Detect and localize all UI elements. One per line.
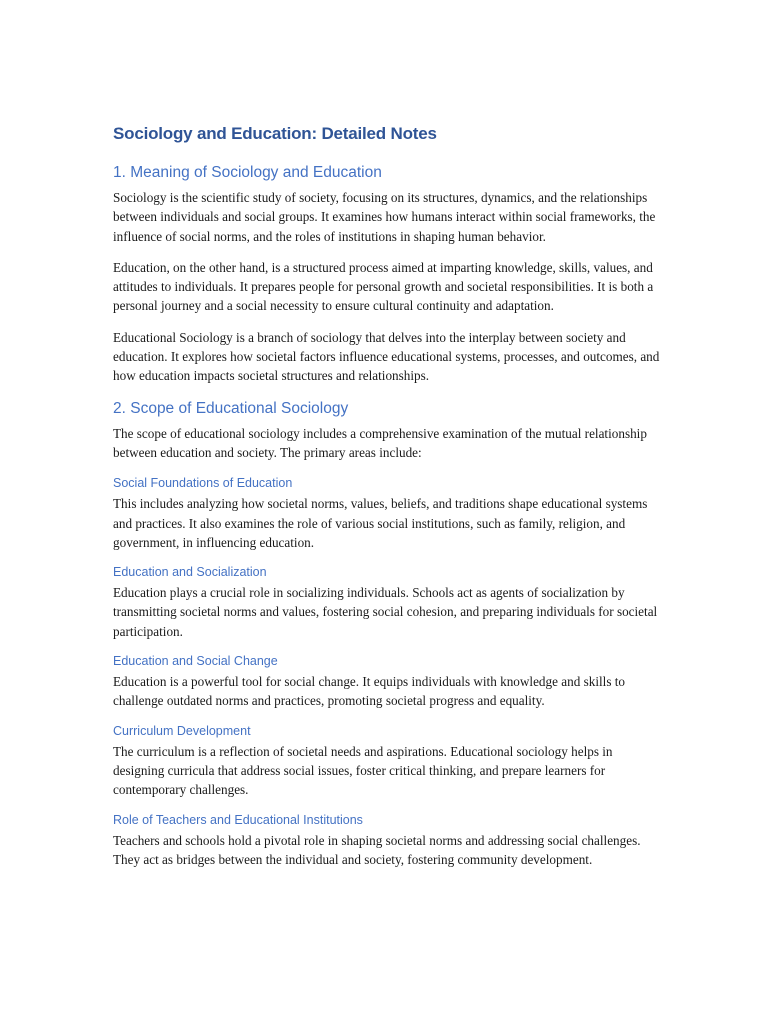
paragraph-teachers-institutions: Teachers and schools hold a pivotal role in shaping societal norms and addressing social challenges. They act as bridges between the individual and society, fostering community development. (113, 832, 641, 867)
paragraph-social-foundations: This includes analyzing how societal norms, values, beliefs, and traditions shape educational systems and practices. It also examines the role of various social institutions, such as family, religion, and government, in influencing education. (113, 496, 648, 550)
paragraph-socialization: Education plays a crucial role in socializing individuals. Schools act as agents of socialization by transmitting societal norms and values, fostering social cohesion, and preparing individuals for societal participation. (113, 585, 658, 639)
subheading-social-change: Education and Social Change (113, 654, 278, 669)
document-title: Sociology and Education: Detailed Notes (113, 124, 437, 143)
paragraph-curriculum-development: The curriculum is a reflection of societal needs and aspirations. Educational sociology helps in designing curricula that address social issues, foster critical thinking, and prepare learners for contemporary challenges. (113, 743, 613, 798)
subheading-socialization: Education and Socialization (113, 565, 267, 580)
paragraph-sociology-definition: Sociology is the scientific study of society, focusing on its structures, dynamics, and the relationships between individuals and social groups. It examines how humans interact within social frameworks, the influence of social norms, and the roles of institutions in shaping human behavior. (113, 190, 656, 244)
subheading-teachers-institutions: Role of Teachers and Educational Institutions (113, 812, 363, 827)
paragraph-social-change: Education is a powerful tool for social change. It equips individuals with knowledge and skills to challenge outdated norms and practices, promoting societal progress and equality. (113, 674, 626, 709)
subheading-social-foundations: Social Foundations of Education (113, 476, 293, 491)
paragraph-educational-sociology-definition: Educational Sociology is a branch of sociology that delves into the interplay between society and education. It explores how societal factors influence educational systems, processes, and outcomes, and how education impacts societal structures and relationships. (113, 329, 660, 384)
section-heading-scope: 2. Scope of Educational Sociology (113, 399, 349, 417)
subheading-curriculum-development: Curriculum Development (113, 723, 251, 738)
paragraph-education-definition: Education, on the other hand, is a structured process aimed at imparting knowledge, skills, values, and attitudes to individuals. It prepares people for personal growth and societal responsibilities. It is both a personal journey and a social necessity to ensure cultural continuity and adaptation. (113, 259, 654, 314)
document-page (113, 122, 661, 880)
section-meaning (113, 162, 661, 386)
section-heading-meaning: 1. Meaning of Sociology and Education (113, 164, 382, 181)
section-scope (113, 398, 661, 869)
paragraph-scope-intro: The scope of educational sociology includes a comprehensive examination of the mutual relationship between education and society. The primary areas include: (113, 425, 647, 460)
